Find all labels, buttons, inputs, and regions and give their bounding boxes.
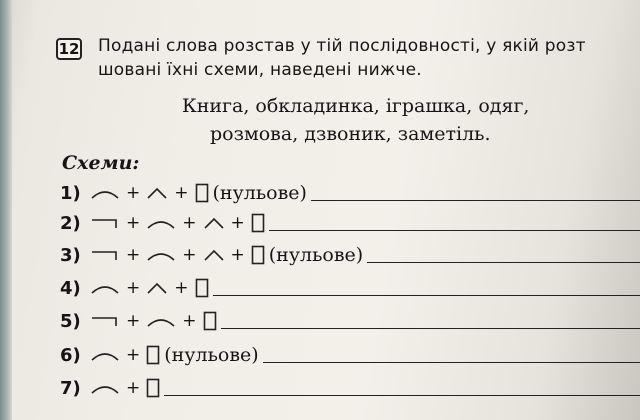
root-arc-icon xyxy=(146,248,176,262)
prefix-icon xyxy=(90,314,120,328)
task-instruction-line1: Подані слова розстав у тій послідовності, у якій розт xyxy=(98,36,586,56)
scheme-row xyxy=(60,178,640,208)
scheme-parts xyxy=(90,278,209,298)
plus-sign: + xyxy=(126,278,141,298)
scheme-number: 6) xyxy=(60,344,81,366)
plus-sign: + xyxy=(126,345,141,365)
root-arc-icon xyxy=(90,186,120,200)
word-list-line1: Книга, обкладинка, іграшка, одяг, xyxy=(182,95,530,117)
zero-ending-label: (нульове) xyxy=(164,344,259,366)
answer-blank-line[interactable] xyxy=(213,295,640,296)
task-number-badge: 12 xyxy=(56,38,82,60)
plus-sign: + xyxy=(182,245,197,265)
ending-box-icon xyxy=(251,245,265,265)
answer-blank-line[interactable] xyxy=(221,328,640,329)
root-arc-icon xyxy=(90,281,120,295)
scheme-parts xyxy=(90,378,160,398)
answer-blank-line[interactable] xyxy=(263,362,640,363)
ending-box-icon xyxy=(195,183,209,203)
suffix-caret-icon xyxy=(146,281,168,295)
scheme-parts xyxy=(90,311,217,331)
ending-box-icon xyxy=(203,311,217,331)
plus-sign: + xyxy=(174,278,189,298)
suffix-caret-icon xyxy=(146,186,168,200)
plus-sign: + xyxy=(126,311,141,331)
scheme-row xyxy=(60,208,640,238)
plus-sign: + xyxy=(126,183,141,203)
plus-sign: + xyxy=(182,311,197,331)
page-edge xyxy=(0,0,12,420)
scheme-parts xyxy=(90,213,265,233)
scheme-number: 2) xyxy=(60,212,81,234)
scheme-parts xyxy=(90,245,265,265)
task-instruction xyxy=(98,34,640,82)
scheme-number: 3) xyxy=(60,244,81,266)
answer-blank-line[interactable] xyxy=(269,230,640,231)
answer-blank-line[interactable] xyxy=(311,200,640,201)
ending-box-icon xyxy=(195,278,209,298)
scheme-number: 4) xyxy=(60,277,81,299)
scheme-row xyxy=(60,340,640,370)
task-instruction-line2: шовані їхні схеми, наведені нижче. xyxy=(98,60,422,80)
scheme-parts xyxy=(90,183,209,203)
plus-sign: + xyxy=(182,213,197,233)
scheme-parts xyxy=(90,345,160,365)
root-arc-icon xyxy=(90,381,120,395)
prefix-icon xyxy=(90,248,120,262)
root-arc-icon xyxy=(146,314,176,328)
scheme-number: 7) xyxy=(60,377,81,399)
answer-blank-line[interactable] xyxy=(367,262,640,263)
scheme-row xyxy=(60,306,640,336)
ending-box-icon xyxy=(146,345,160,365)
zero-ending-label: (нульове) xyxy=(212,182,307,204)
scheme-number: 5) xyxy=(60,310,81,332)
plus-sign: + xyxy=(126,213,141,233)
word-list-line2: розмова, дзвоник, заметіль. xyxy=(210,123,491,145)
suffix-caret-icon xyxy=(203,248,225,262)
root-arc-icon xyxy=(90,348,120,362)
plus-sign: + xyxy=(230,213,245,233)
ending-box-icon xyxy=(251,213,265,233)
scheme-row xyxy=(60,373,640,403)
plus-sign: + xyxy=(230,245,245,265)
plus-sign: + xyxy=(126,245,141,265)
scheme-number: 1) xyxy=(60,182,81,204)
ending-box-icon xyxy=(146,378,160,398)
root-arc-icon xyxy=(146,216,176,230)
scheme-row xyxy=(60,240,640,270)
scheme-row xyxy=(60,273,640,303)
suffix-caret-icon xyxy=(203,216,225,230)
plus-sign: + xyxy=(126,378,141,398)
prefix-icon xyxy=(90,216,120,230)
schemes-title: Схеми: xyxy=(62,152,140,174)
zero-ending-label: (нульове) xyxy=(268,244,364,266)
plus-sign: + xyxy=(174,183,189,203)
answer-blank-line[interactable] xyxy=(164,395,640,396)
